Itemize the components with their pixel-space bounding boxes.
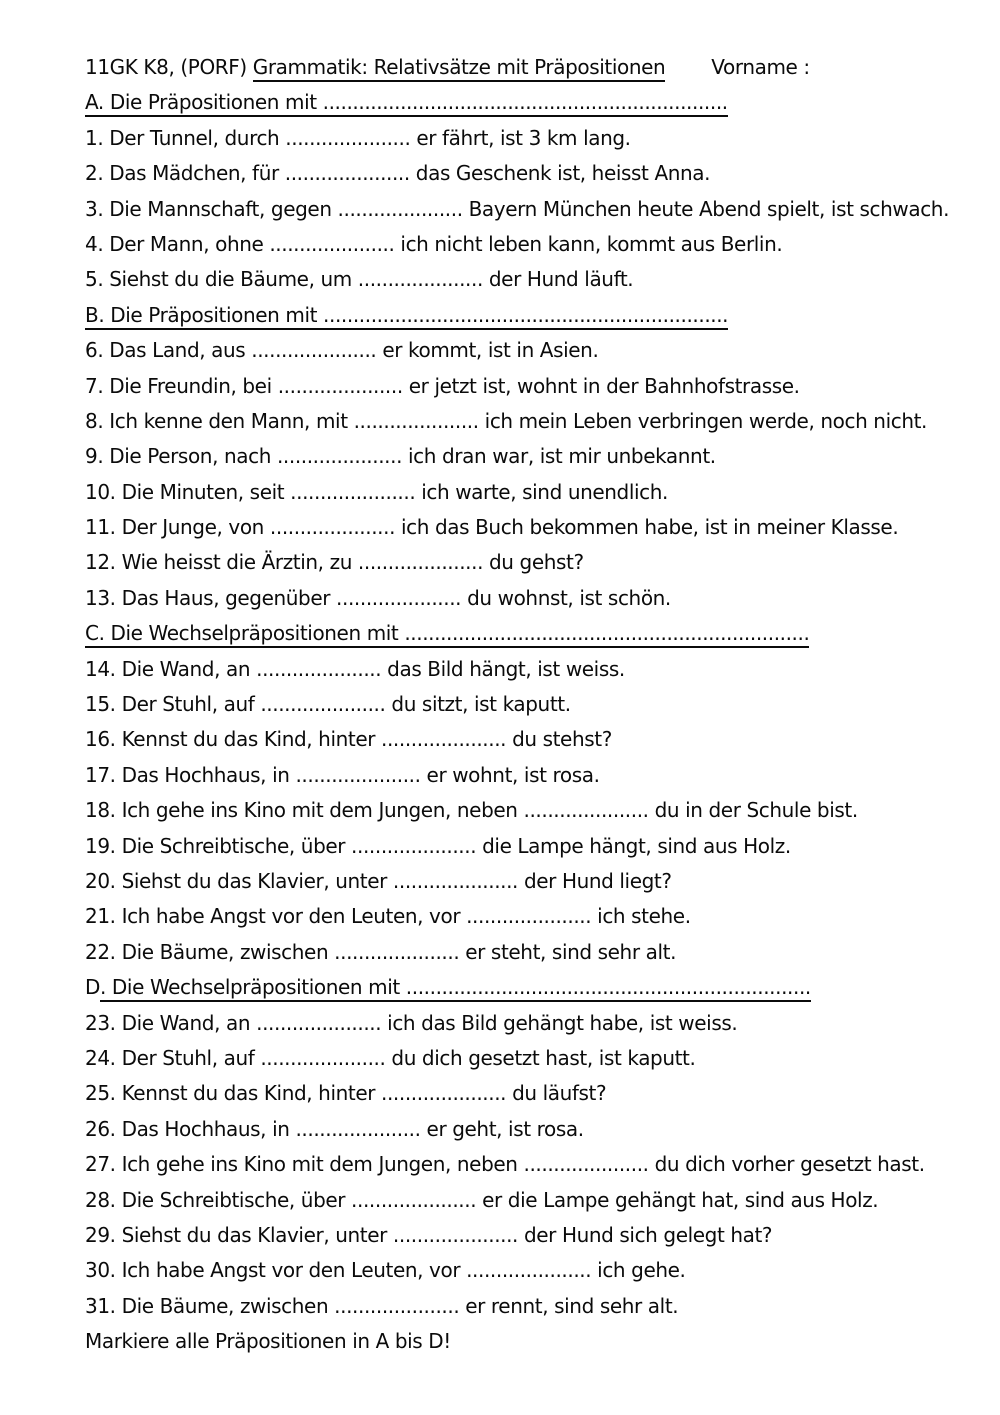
- exercise-line-4: 4. Der Mann, ohne ..................... ich nicht leben kann, kommt aus Berlin.: [85, 231, 783, 256]
- section-heading-d: [85, 974, 962, 1009]
- worksheet-title: Grammatik: Relativsätze mit Präpositionen: [253, 55, 666, 82]
- section-heading-c: [85, 620, 962, 655]
- exercise-line-13: 13. Das Haus, gegenüber ..................... du wohnst, ist schön.: [85, 585, 671, 610]
- exercise-line-14: 14. Die Wand, an ..................... das Bild hängt, ist weiss.: [85, 656, 625, 681]
- exercise-line-22: 22. Die Bäume, zwischen ..................... er steht, sind sehr alt.: [85, 939, 677, 964]
- section-heading-underlined: . Die Wechselpräpositionen mit ....................................................................: [100, 975, 811, 1002]
- exercise-line-20: 20. Siehst du das Klavier, unter ..................... der Hund liegt?: [85, 868, 672, 893]
- exercise-line-1: 1. Der Tunnel, durch ..................... er fährt, ist 3 km lang.: [85, 125, 631, 150]
- footer-instruction: Markiere alle Präpositionen in A bis D!: [85, 1329, 451, 1354]
- exercise-line-10: 10. Die Minuten, seit ..................... ich warte, sind unendlich.: [85, 479, 668, 504]
- exercise-line-11: 11. Der Junge, von ..................... ich das Buch bekommen habe, ist in meiner Klasse.: [85, 515, 899, 540]
- course-code: 11GK K8, (PORF): [85, 55, 253, 79]
- exercise-line-19: 19. Die Schreibtische, über ..................... die Lampe hängt, sind aus Holz.: [85, 833, 791, 858]
- exercise-line-28: 28. Die Schreibtische, über ..................... er die Lampe gehängt hat, sind aus Holz.: [85, 1187, 879, 1212]
- section-heading-a: [85, 89, 962, 124]
- exercise-line-7: 7. Die Freundin, bei ..................... er jetzt ist, wohnt in der Bahnhofstrasse.: [85, 373, 800, 398]
- section-heading-b: [85, 302, 962, 337]
- exercise-line-17: 17. Das Hochhaus, in ..................... er wohnt, ist rosa.: [85, 762, 600, 787]
- exercise-line-23: 23. Die Wand, an ..................... ich das Bild gehängt habe, ist weiss.: [85, 1010, 738, 1035]
- exercise-line-18: 18. Ich gehe ins Kino mit dem Jungen, neben ..................... du in der Schule bist.: [85, 798, 858, 823]
- exercise-line-21: 21. Ich habe Angst vor den Leuten, vor ..................... ich stehe.: [85, 904, 691, 929]
- exercise-line-16: 16. Kennst du das Kind, hinter ..................... du stehst?: [85, 727, 612, 752]
- exercise-line-2: 2. Das Mädchen, für ..................... das Geschenk ist, heisst Anna.: [85, 161, 711, 186]
- section-heading-plain: D: [85, 975, 101, 1000]
- exercise-line-3: 3. Die Mannschaft, gegen ..................... Bayern München heute Abend spielt, ist schwach.: [85, 196, 950, 221]
- section-heading-underlined: C. Die Wechselpräpositionen mit ....................................................................: [85, 621, 809, 648]
- exercise-line-29: 29. Siehst du das Klavier, unter ..................... der Hund sich gelegt hat?: [85, 1222, 773, 1247]
- exercise-line-12: 12. Wie heisst die Ärztin, zu ..................... du gehst?: [85, 550, 584, 575]
- exercise-line-8: 8. Ich kenne den Mann, mit ..................... ich mein Leben verbringen werde, noch nicht.: [85, 408, 927, 433]
- vorname-label: Vorname :: [711, 55, 810, 79]
- exercise-line-31: 31. Die Bäume, zwischen ..................... er rennt, sind sehr alt.: [85, 1293, 679, 1318]
- exercise-line-26: 26. Das Hochhaus, in ..................... er geht, ist rosa.: [85, 1116, 584, 1141]
- worksheet-header: [85, 54, 962, 89]
- exercise-line-15: 15. Der Stuhl, auf ..................... du sitzt, ist kaputt.: [85, 692, 571, 717]
- exercise-line-6: 6. Das Land, aus ..................... er kommt, ist in Asien.: [85, 338, 599, 363]
- section-heading-underlined: B. Die Präpositionen mit ....................................................................: [85, 303, 728, 330]
- section-heading-underlined: A. Die Präpositionen mit ....................................................................: [85, 90, 728, 117]
- sections-container: [85, 89, 962, 1328]
- exercise-line-24: 24. Der Stuhl, auf ..................... du dich gesetzt hast, ist kaputt.: [85, 1045, 696, 1070]
- exercise-line-9: 9. Die Person, nach ..................... ich dran war, ist mir unbekannt.: [85, 444, 716, 469]
- exercise-line-25: 25. Kennst du das Kind, hinter ..................... du läufst?: [85, 1081, 607, 1106]
- exercise-line-5: 5. Siehst du die Bäume, um ..................... der Hund läuft.: [85, 267, 634, 292]
- exercise-line-27: 27. Ich gehe ins Kino mit dem Jungen, neben ..................... du dich vorher gesetzt hast.: [85, 1152, 925, 1177]
- exercise-line-30: 30. Ich habe Angst vor den Leuten, vor ..................... ich gehe.: [85, 1258, 686, 1283]
